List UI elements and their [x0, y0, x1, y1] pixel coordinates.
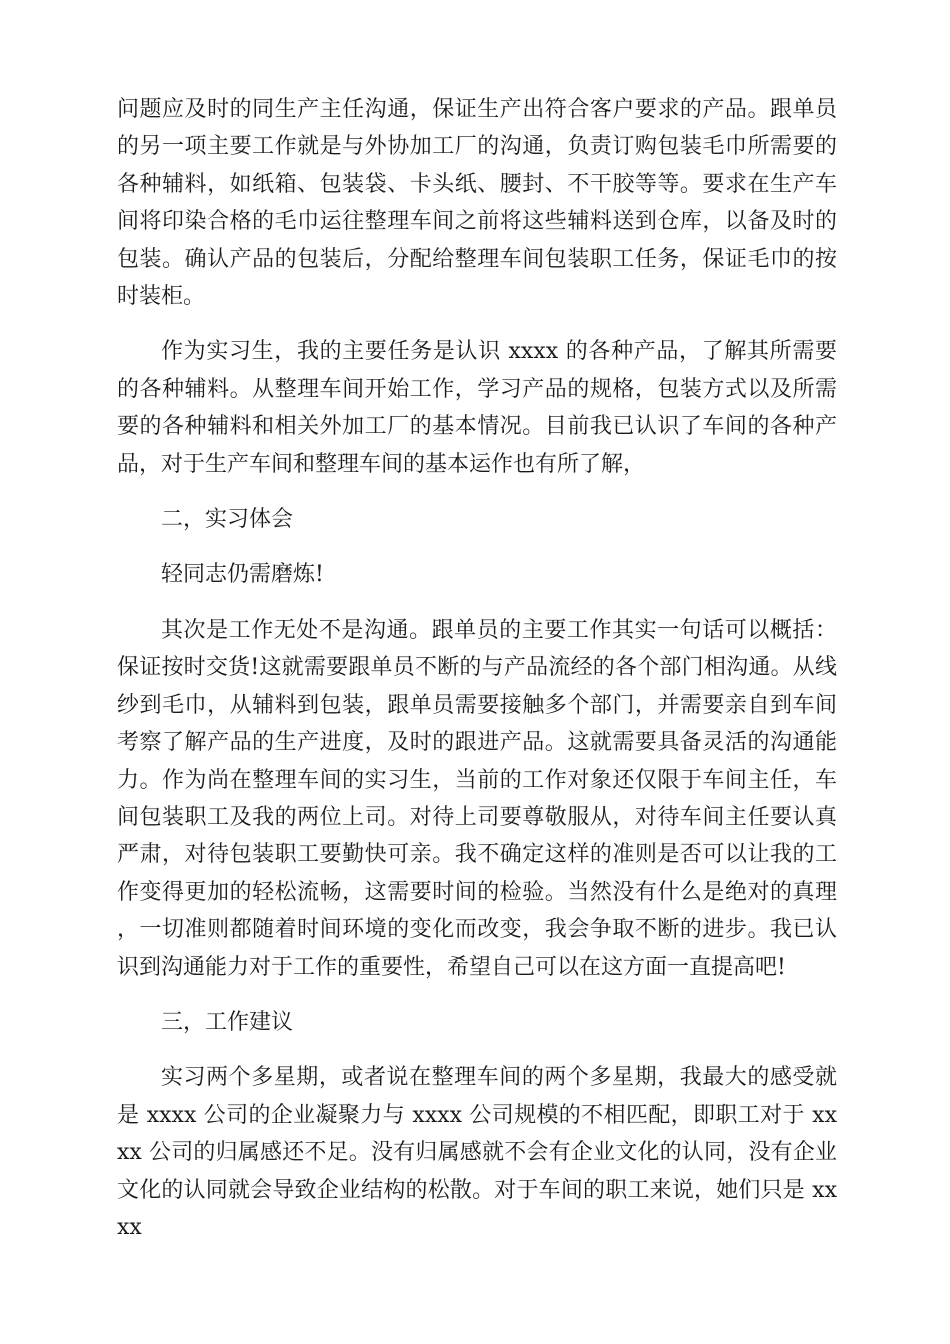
document-body — [117, 91, 837, 1246]
paragraph-2: 作为实习生，我的主要任务是认识 xxxx 的各种产品，了解其所需要的各种辅料。从整理车间开始工作，学习产品的规格，包装方式以及所需要的各种辅料和相关外加工厂的基本情况。目前我已认识了车间的各种产品，对于生产车间和整理车间的基本运作也有所了解， — [117, 339, 837, 477]
paragraph-5: 实习两个多星期，或者说在整理车间的两个多星期，我最大的感受就是 xxxx 公司的企业凝聚力与 xxxx 公司规模的不相匹配，即职工对于 xxxx 公司的归属感还不足。没有归属感就不会有企业文化的认同，没有企业文化的认同就会导致企业结构的松散。对于车间的职工来说，她们只是 xxxx — [117, 1065, 837, 1240]
paragraph-3: 轻同志仍需磨炼! — [161, 562, 324, 588]
section-heading-3: 三，工作建议 — [161, 1009, 294, 1035]
paragraph-4: 其次是工作无处不是沟通。跟单员的主要工作其实一句话可以概括：保证按时交货!这就需要跟单员不断的与产品流经的各个部门相沟通。从线纱到毛巾，从辅料到包装，跟单员需要接触多个部门，并需要亲自到车间考察了解产品的生产进度，及时的跟进产品。这就需要具备灵活的沟通能力。作为尚在整理车间的实习生，当前的工作对象还仅限于车间主任，车间包装职工及我的两位上司。对待上司要尊敬服从，对待车间主任要认真严肃，对待包装职工要勤快可亲。我不确定这样的准则是否可以让我的工作变得更加的轻松流畅，这需要时间的检验。当然没有什么是绝对的真理，一切准则都随着时间环境的变化而改变，我会争取不断的进步。我已认识到沟通能力对于工作的重要性，希望自己可以在这方面一直提高吧! — [117, 617, 837, 980]
paragraph-1: 问题应及时的同生产主任沟通，保证生产出符合客户要求的产品。跟单员的另一项主要工作就是与外协加工厂的沟通，负责订购包装毛巾所需要的各种辅料，如纸箱、包装袋、卡头纸、腰封、不干胶等等。要求在生产车间将印染合格的毛巾运往整理车间之前将这些辅料送到仓库，以备及时的包装。确认产品的包装后，分配给整理车间包装职工任务，保证毛巾的按时装柜。 — [117, 97, 837, 310]
section-heading-2: 二，实习体会 — [161, 507, 294, 533]
